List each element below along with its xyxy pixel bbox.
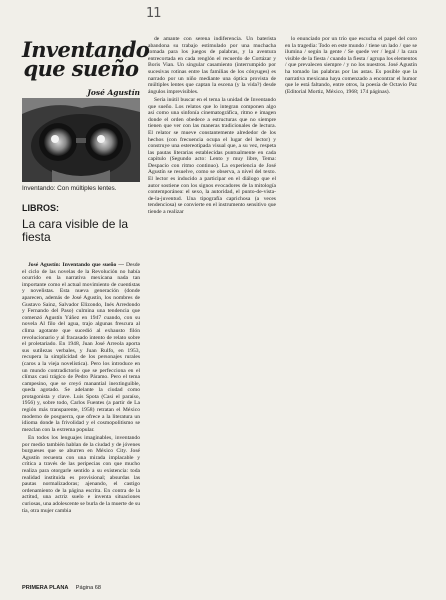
title-line-1: Inventando <box>22 37 150 62</box>
paragraph <box>22 262 140 433</box>
paragraph-text: En todos los lenguajes imaginables, inventando por medio también hablan de la ciudad y de jóvenes burgueses que se aburren en México City. José Agustín recuenta con una mirada implacable y crítica a través de las peripecias con que mucho realiza para otorgarle sentido a su existencia: toda realidad instituida es provisional; absurdas las pautas normalizadoras; ajenando, el castigo ordenamiento de la página escrita. En contra de la actitud, una actriz suelo e inventa situaciones curiosas, una adolescente se burla de la muerte de su tía, otra mujer cambia <box>22 435 140 514</box>
review-lead: José Agustín: Inventando que sueño — <box>28 262 124 268</box>
paragraph-text: Desde el ciclo de las novelas de la Revolución no había ocurrido en la narrativa mexicana nada tan importante como el actual movimiento de cuentistas y novelistas. Esta nueva generación (donde aparecen, además de José Agustín, los nombres de Gustavo Sainz, Salvador Elizondo, Inés Arredondo y Fernando del Paso) culmina una tendencia que comenzó Agustín Yáñez en 1947 cuando, con su novela Al filo del agua, trajo algunas frescura al clima agotante que sucedió al exhausto filón revolucionario y al fracasado intento de relato sobre el proletariado. En 1948, Juan José Arreola aporta sus sutilezas verbales, y Juan Rulfo, en 1953, recupera la simplicidad de los personajes rurales (caros a la vieja novelística). Pero los introduce en un mundo contradictorio que se perfecciona en el clímax casi trágico de Pedro Páramo. Pero el tema campesino, que se creyó manantial inextinguible, queda agotado. Se adelante la ciudad como protagonista y clave. Luis Spota (Casi el paraíso, 1956) y, sobre todo, Carlos Fuentes (a partir de La región más transparente, 1958) retratan el México moderno de posguerra, que ofrece a la literatura un idioma donde la frivolidad y el cosmopolitismo se mezclan con la extrema popular. <box>22 262 140 433</box>
author-photo <box>22 98 140 182</box>
paragraph: lo enunciado por un trío que escucha el papel del coro en la tragedia: Todo en este mundo / tiene un lado / que se ilumina / según la gente / Se quede ver / legal / la cara visible de la fiesta / cuando la fiesta / agrupa los elementos / que prevalecen siempre / y no los nuestros. José Agustín ha tomado las palabras por las astas. Es posible que la narrativa mexicana haya comenzado a encontrar el humor que le está faltando, entre otros, la poesía de Octavio Paz (Editorial Mortiz, México, 1968; 174 páginas). <box>285 36 417 95</box>
magazine-name: PRIMERA PLANA <box>22 585 69 591</box>
paragraph: de amante con serena indiferencia. Un baterista abandona su trabajo estimulado por una muchacha tomada para los juegos de palabras, y la aventura entrecortada en cada renglón el recuerdo de Cortázar y Boris Vian. Un singular casamiento (interrumpido por sucesivas rotinas entre las familias de los cónyuges) es narrado por un niño mediante una óptica provista de múltiples lentes que captan la escena (y la vida?) desde ángulos imprevisibles. <box>148 36 276 95</box>
article-title <box>22 37 150 81</box>
text-column-3 <box>285 36 417 97</box>
page-footer <box>22 585 282 591</box>
page-number: Página 68 <box>75 585 101 591</box>
title-line-2: que sueño <box>23 56 139 81</box>
text-column-1 <box>22 262 140 516</box>
photo-caption: Inventando: Con múltiples lentes. <box>22 185 117 192</box>
author-byline: José Agustín <box>87 88 140 97</box>
paragraph: Sería inútil buscar en el tema la unidad de Inventando que sueño. Los relatos que lo integran componen algo así como una sinfonía cinematográfica, ritmo e imagen donde el orden obedece a estructuras que no siempre tienen que ver con las maneras tradicionales de lectura. El relator se mueve constantemente alrededor de los hechos (con frecuencia ocupa el lugar del lector) y construye una estereotipada visual que, a su vez, respeta las pautas literarias establecidas puntualmente en cada capítulo (Segundo acto: Lento y muy libre, Tema: Despacio con ritmo continuo). La experiencia de José Agustín se resuelve, como se observa, a nivel del texto. El lector es inducido a participar en el diálogo que el autor sostiene con los signos evocadores de la mitología contemporánea: el sexo, la autoridad, el punto-de-vista-de-la-juventud. Una tipografía caprichosa (a veces tendenciosa) se convierte en el instrumento sensitivo que tiende a realizar <box>148 96 276 216</box>
photo-illustration <box>22 98 140 182</box>
paragraph <box>22 435 140 514</box>
text-column-2 <box>148 36 276 217</box>
section-label: LIBROS: <box>22 203 59 213</box>
handwritten-page-mark: 11 <box>146 6 161 21</box>
article-headline: La cara visible de la fiesta <box>22 217 129 244</box>
